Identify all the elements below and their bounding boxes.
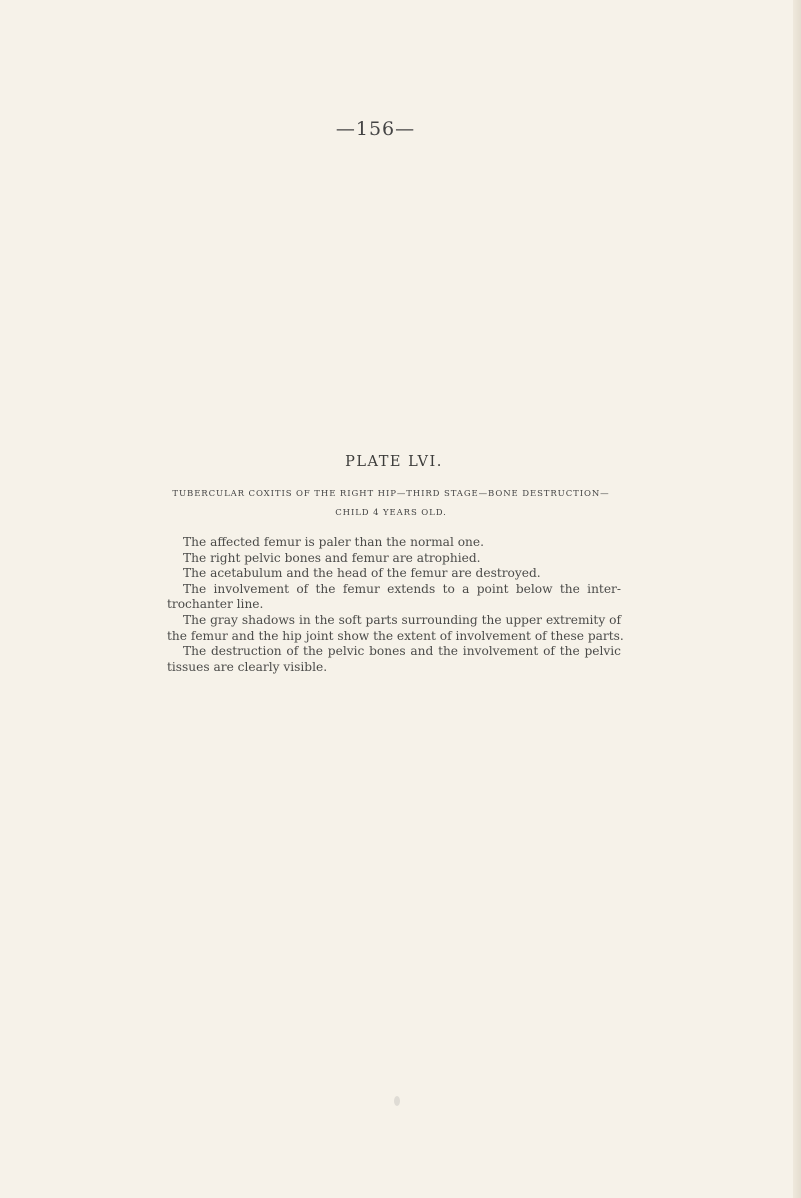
paragraph-5	[167, 612, 624, 644]
paragraph-3: The acetabulum and the head of the femur are destroyed.	[183, 566, 541, 581]
paragraph-6-line-2: tissues are clearly visible.	[167, 659, 328, 674]
paragraph-1: The affected femur is paler than the normal one.	[183, 535, 484, 549]
ink-smudge	[394, 1096, 400, 1106]
paragraph-2: The right pelvic bones and femur are atrophied.	[183, 550, 481, 565]
page-edge	[793, 0, 801, 1198]
paragraph-5-line-1: The gray shadows in the soft parts surrounding the upper extremity of	[183, 612, 621, 627]
plate-description	[167, 535, 624, 675]
paragraph-5-line-2: the femur and the hip joint show the extent of involvement of these parts.	[167, 628, 624, 643]
plate-caption-line-2: CHILD 4 YEARS OLD.	[335, 508, 447, 518]
paragraph-4	[167, 582, 621, 613]
page-number: —156—	[335, 118, 416, 140]
paragraph-6-line-1: The destruction of the pelvic bones and the involvement of the pelvic	[183, 644, 621, 659]
paragraph-6	[167, 644, 621, 675]
paragraph-4-line-2: trochanter line.	[167, 597, 264, 612]
plate-title: PLATE LVI.	[345, 454, 443, 470]
paragraph-4-line-1: The involvement of the femur extends to a point below the inter-	[183, 581, 621, 596]
plate-caption-line-1: TUBERCULAR COXITIS OF THE RIGHT HIP—THIRD STAGE—BONE DESTRUCTION—	[172, 489, 610, 499]
